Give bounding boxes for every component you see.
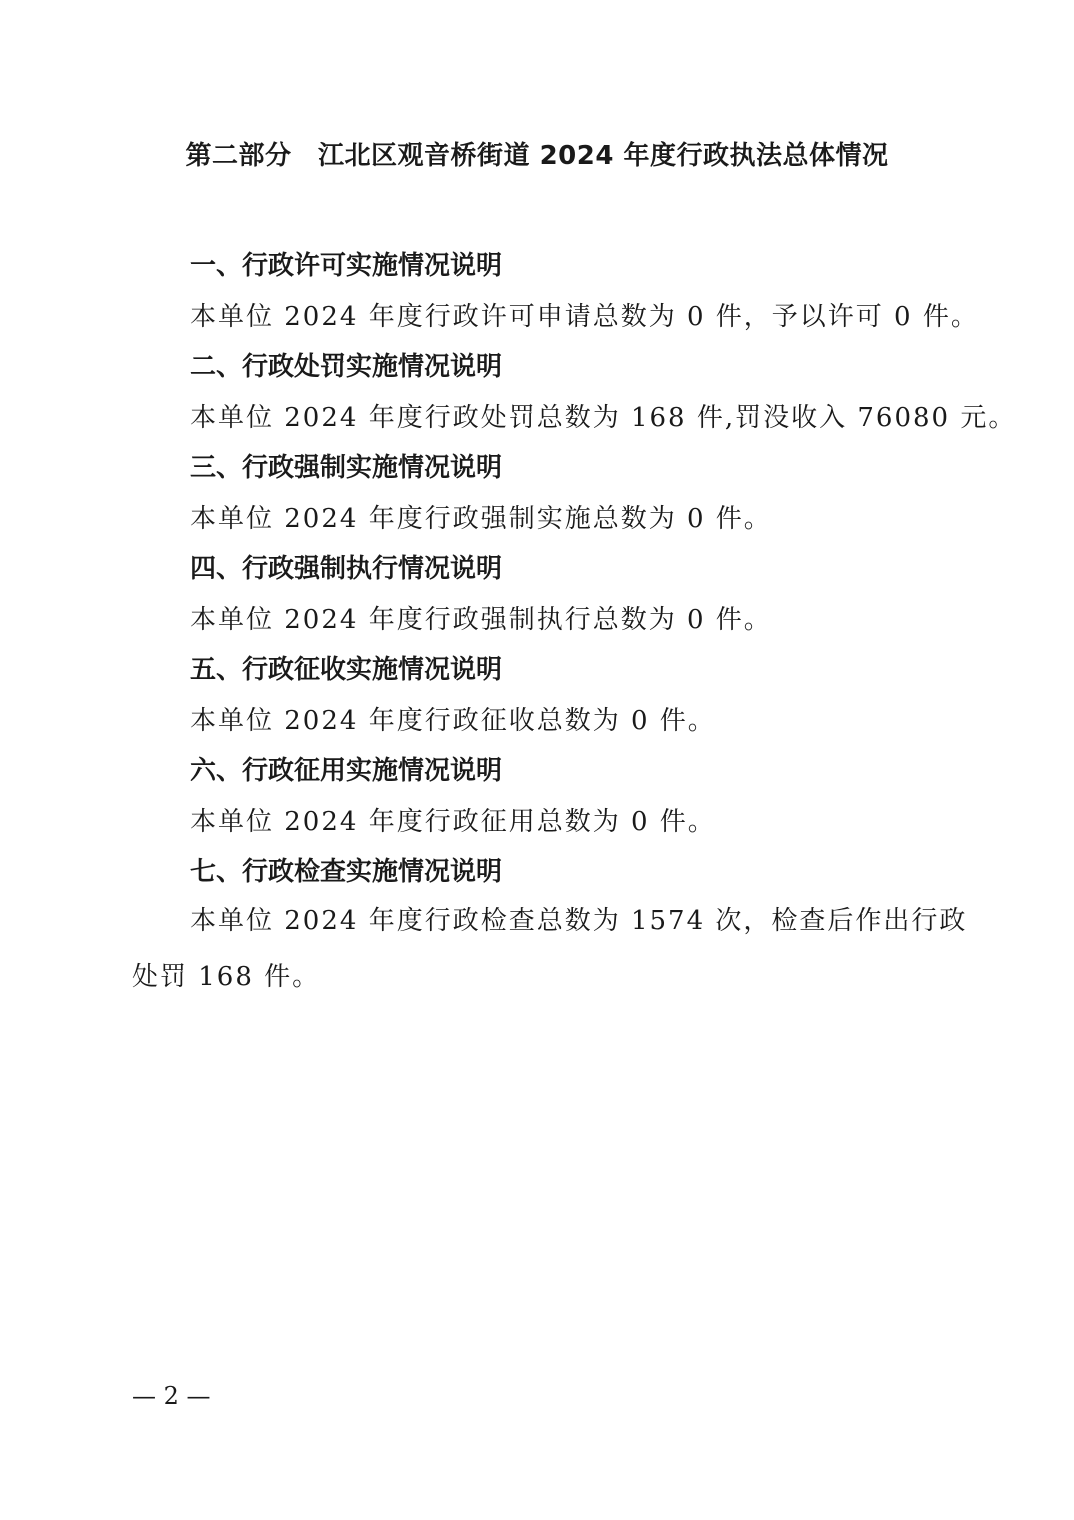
- section-body-inspection-continued: 处罚 168 件。: [132, 962, 321, 992]
- document-title: 第二部分 江北区观音桥街道 2024 年度行政执法总体情况: [185, 141, 889, 171]
- section-heading-requisition: 六、行政征用实施情况说明: [190, 756, 503, 786]
- section-heading-coercion: 三、行政强制实施情况说明: [190, 453, 503, 483]
- section-heading-permit: 一、行政许可实施情况说明: [190, 251, 503, 281]
- section-body-enforcement: 本单位 2024 年度行政强制执行总数为 0 件。: [190, 605, 772, 635]
- section-heading-levy: 五、行政征收实施情况说明: [190, 655, 503, 685]
- section-heading-penalty: 二、行政处罚实施情况说明: [190, 352, 503, 382]
- section-body-penalty: 本单位 2024 年度行政处罚总数为 168 件,罚没收入 76080 元。: [190, 403, 1017, 433]
- section-heading-enforcement: 四、行政强制执行情况说明: [190, 554, 503, 584]
- section-body-levy: 本单位 2024 年度行政征收总数为 0 件。: [190, 706, 716, 736]
- section-body-requisition: 本单位 2024 年度行政征用总数为 0 件。: [190, 807, 716, 837]
- section-body-coercion: 本单位 2024 年度行政强制实施总数为 0 件。: [190, 504, 772, 534]
- section-body-inspection: 本单位 2024 年度行政检查总数为 1574 次，检查后作出行政: [190, 906, 968, 936]
- section-body-permit: 本单位 2024 年度行政许可申请总数为 0 件，予以许可 0 件。: [190, 302, 979, 332]
- page-number: — 2 —: [132, 1382, 211, 1410]
- section-heading-inspection: 七、行政检查实施情况说明: [190, 857, 503, 887]
